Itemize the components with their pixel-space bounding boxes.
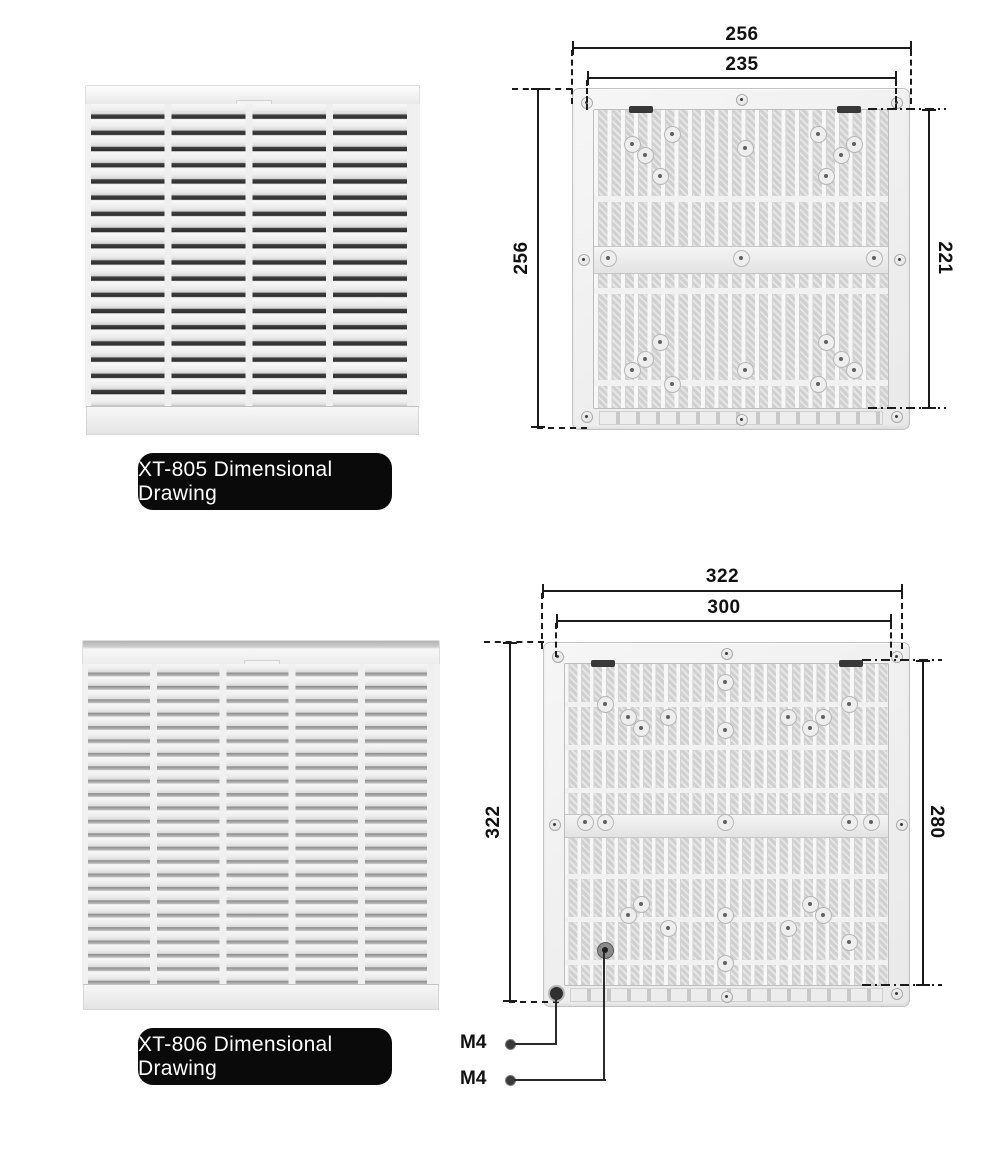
- frame-screw: [736, 414, 748, 426]
- screw-boss: [780, 709, 797, 726]
- extension-line: [586, 80, 588, 110]
- screw-boss: [866, 250, 883, 267]
- xt806-front-photo: [82, 640, 440, 1010]
- frame-screw: [721, 648, 733, 660]
- xt805-dim-line-inner-height: [928, 109, 930, 409]
- screw-boss: [841, 696, 858, 713]
- xt806-filter-panel: [564, 663, 889, 986]
- xt805-dim-line-outer-height: [537, 88, 539, 428]
- screw-boss: [818, 168, 835, 185]
- m4-thread-label-2: M4: [460, 1068, 487, 1089]
- xt806-dim-line-outer-height: [509, 642, 511, 1002]
- extension-line: [862, 659, 942, 661]
- xt805-grille-base: [86, 406, 419, 435]
- latch-slot: [591, 660, 615, 667]
- frame-screw: [894, 254, 906, 266]
- screw-boss: [802, 896, 819, 913]
- screw-boss: [863, 814, 880, 831]
- m4-target-hole: [597, 942, 614, 959]
- xt806-grille-base: [83, 984, 439, 1010]
- screw-boss: [637, 351, 654, 368]
- screw-boss: [633, 720, 650, 737]
- frame-screw: [578, 254, 590, 266]
- frame-screw: [721, 991, 733, 1003]
- xt805-title-plaque: [138, 453, 392, 510]
- screw-boss: [841, 934, 858, 951]
- screw-boss: [717, 814, 734, 831]
- screw-boss: [633, 896, 650, 913]
- xt806-title-plaque: [138, 1028, 392, 1085]
- screw-boss: [733, 250, 750, 267]
- extension-line: [868, 407, 946, 409]
- xt805-grille-louvers: [85, 104, 420, 408]
- frame-screw: [891, 651, 903, 663]
- xt805-title-text: XT-805 Dimensional Drawing: [138, 457, 333, 505]
- xt806-dim-value-outer-width: 322: [705, 566, 740, 587]
- extension-line: [910, 50, 912, 104]
- screw-boss: [810, 126, 827, 143]
- m4-thread-label-1: M4: [460, 1032, 487, 1053]
- screw-boss: [737, 140, 754, 157]
- screw-boss: [717, 907, 734, 924]
- xt806-dim-value-inner-height: 280: [926, 805, 947, 839]
- screw-boss: [597, 814, 614, 831]
- screw-boss: [664, 376, 681, 393]
- screw-boss: [600, 250, 617, 267]
- latch-slot: [837, 106, 861, 113]
- screw-boss: [841, 814, 858, 831]
- frame-screw: [896, 819, 908, 831]
- frame-screw: [891, 988, 903, 1000]
- latch-slot: [629, 106, 653, 113]
- frame-screw: [736, 94, 748, 106]
- xt805-dim-line-inner-width: [587, 77, 897, 79]
- leader-line: [514, 1079, 606, 1081]
- xt805-back-view: [572, 88, 910, 430]
- extension-line: [868, 108, 946, 110]
- screw-boss: [597, 696, 614, 713]
- xt805-dim-value-inner-width: 235: [725, 54, 759, 75]
- frame-screw: [581, 411, 593, 423]
- xt806-grille-louvers: [82, 664, 440, 986]
- extension-line: [862, 984, 942, 986]
- frame-screw: [891, 411, 903, 423]
- extension-line: [890, 623, 892, 657]
- extension-line: [509, 1001, 559, 1003]
- screw-boss: [810, 376, 827, 393]
- screw-boss: [652, 168, 669, 185]
- xt806-dim-line-inner-height: [922, 660, 924, 986]
- latch-slot: [839, 660, 863, 667]
- xt805-dim-line-outer-width: [572, 47, 912, 49]
- extension-line: [895, 80, 897, 110]
- xt806-dim-value-outer-height: 322: [483, 805, 504, 839]
- xt806-dim-line-inner-width: [556, 620, 892, 622]
- screw-boss: [637, 147, 654, 164]
- xt806-dim-value-inner-width: 300: [707, 597, 741, 618]
- screw-boss: [717, 674, 734, 691]
- xt805-dim-value-inner-height: 221: [934, 241, 955, 275]
- xt805-front-photo: [85, 85, 420, 435]
- xt806-grille-top-cap: [82, 640, 440, 666]
- screw-boss: [660, 920, 677, 937]
- screw-boss: [780, 920, 797, 937]
- extension-line: [901, 593, 903, 649]
- screw-boss: [660, 709, 677, 726]
- extension-line: [512, 88, 572, 90]
- screw-boss: [833, 351, 850, 368]
- extension-line: [571, 50, 573, 104]
- screw-boss: [577, 814, 594, 831]
- extension-line: [555, 623, 557, 657]
- frame-screw: [549, 819, 561, 831]
- leader-line: [514, 1043, 556, 1045]
- extension-line: [484, 641, 544, 643]
- screw-boss: [664, 126, 681, 143]
- xt806-title-text: XT-806 Dimensional Drawing: [138, 1032, 333, 1080]
- xt805-grille-top-cap: [85, 85, 420, 106]
- screw-boss: [737, 362, 754, 379]
- screw-boss: [717, 955, 734, 972]
- xt806-dim-line-outer-width: [542, 590, 903, 592]
- xt805-dim-value-outer-height: 256: [511, 241, 532, 275]
- screw-boss: [717, 722, 734, 739]
- screw-boss: [846, 362, 863, 379]
- screw-boss: [815, 907, 832, 924]
- frame-screw: [552, 651, 564, 663]
- xt806-back-view: [543, 642, 910, 1007]
- xt805-dim-value-outer-width: 256: [725, 24, 759, 45]
- screw-boss: [833, 147, 850, 164]
- leader-line: [603, 952, 605, 1081]
- screw-boss: [652, 334, 669, 351]
- screw-boss: [818, 334, 835, 351]
- screw-boss: [802, 720, 819, 737]
- extension-line: [537, 427, 587, 429]
- xt805-filter-panel: [593, 109, 889, 409]
- leader-line: [555, 999, 557, 1045]
